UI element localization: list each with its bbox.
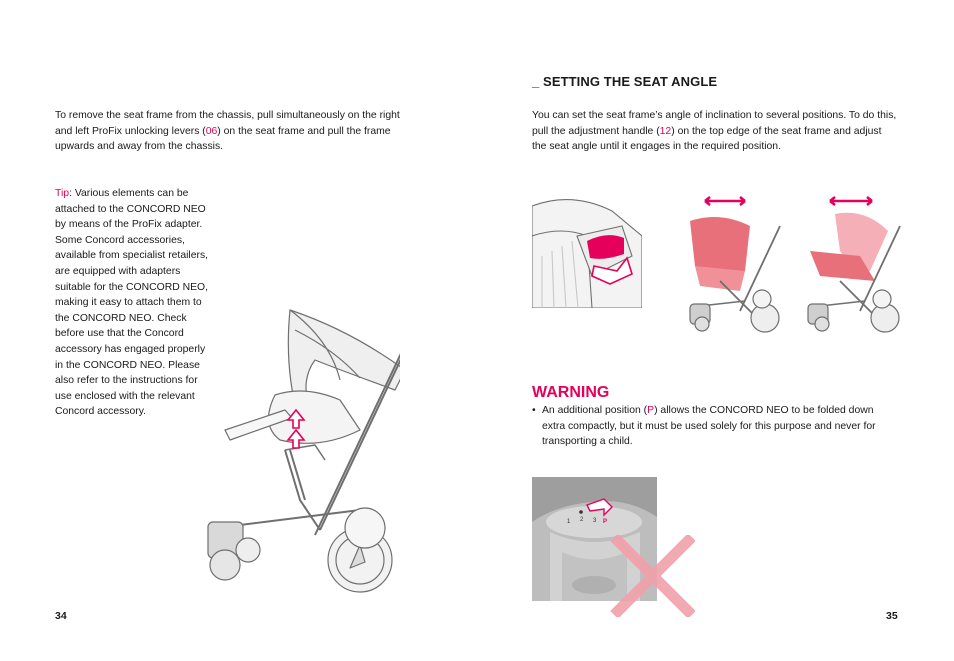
section-title: _ SETTING THE SEAT ANGLE: [532, 74, 718, 89]
right-intro-paragraph: [532, 108, 897, 155]
ref-12: 12: [659, 125, 672, 137]
dial-label-1: 1: [567, 519, 571, 525]
stroller-remove-seat-illustration: [200, 300, 400, 610]
ref-06: 06: [205, 125, 218, 137]
tip-paragraph: [55, 186, 215, 420]
dial-label-p: P: [603, 519, 608, 525]
page-number-right: 35: [886, 610, 898, 622]
adjustment-handle-closeup: [532, 196, 642, 308]
stroller-seat-upright-illustration: [680, 196, 785, 336]
warning-title: WARNING: [532, 384, 610, 401]
tip-text: : Various elements can be attached to the CONCORD NEO by means of the ProFix adapter. Some Concord accessories, available from specialist retailers, are equipped with adapters suitable for the CONCORD NEO, making it easy to attach them to the CONCORD NEO. Check before use that the Concord accessory has engaged properly in the CONCORD NEO. Please also refer to the instructions for use enclosed with the relevant Concord accessory.: [55, 188, 209, 418]
left-intro-text-before: To remove the seat frame from the chassis, pull simultaneously on the right and left ProFix unlocking levers (: [55, 110, 400, 137]
warning-text-after: ) allows the CONCORD NEO to be folded down extra compactly, but it must be used solely for this purpose and never for transporting a child.: [542, 405, 876, 448]
ref-p: P: [647, 405, 655, 416]
prohibited-cross-icon: [610, 535, 695, 617]
stroller-seat-reclined-illustration: [800, 196, 905, 336]
right-intro-text-before: You can set the seat frame’s angle of inclination to several positions. To do this, pull the adjustment handle (: [532, 110, 897, 137]
warning-item: [532, 403, 898, 450]
bullet: •: [532, 405, 536, 416]
left-intro-text-after: ) on the seat frame and pull the frame upwards and away from the chassis.: [55, 125, 391, 153]
right-intro-text-after: ) on the top edge of the seat frame and adjust the seat angle until it engages in the required position.: [532, 125, 882, 153]
tip-label: Tip: [55, 188, 70, 199]
warning-list: [532, 403, 898, 450]
dial-label-2: 2: [580, 517, 584, 523]
dial-label-3: 3: [593, 518, 597, 524]
page-number-left: 34: [55, 610, 67, 622]
warning-text-before: An additional position (: [542, 405, 648, 416]
left-intro-paragraph: [55, 108, 415, 155]
